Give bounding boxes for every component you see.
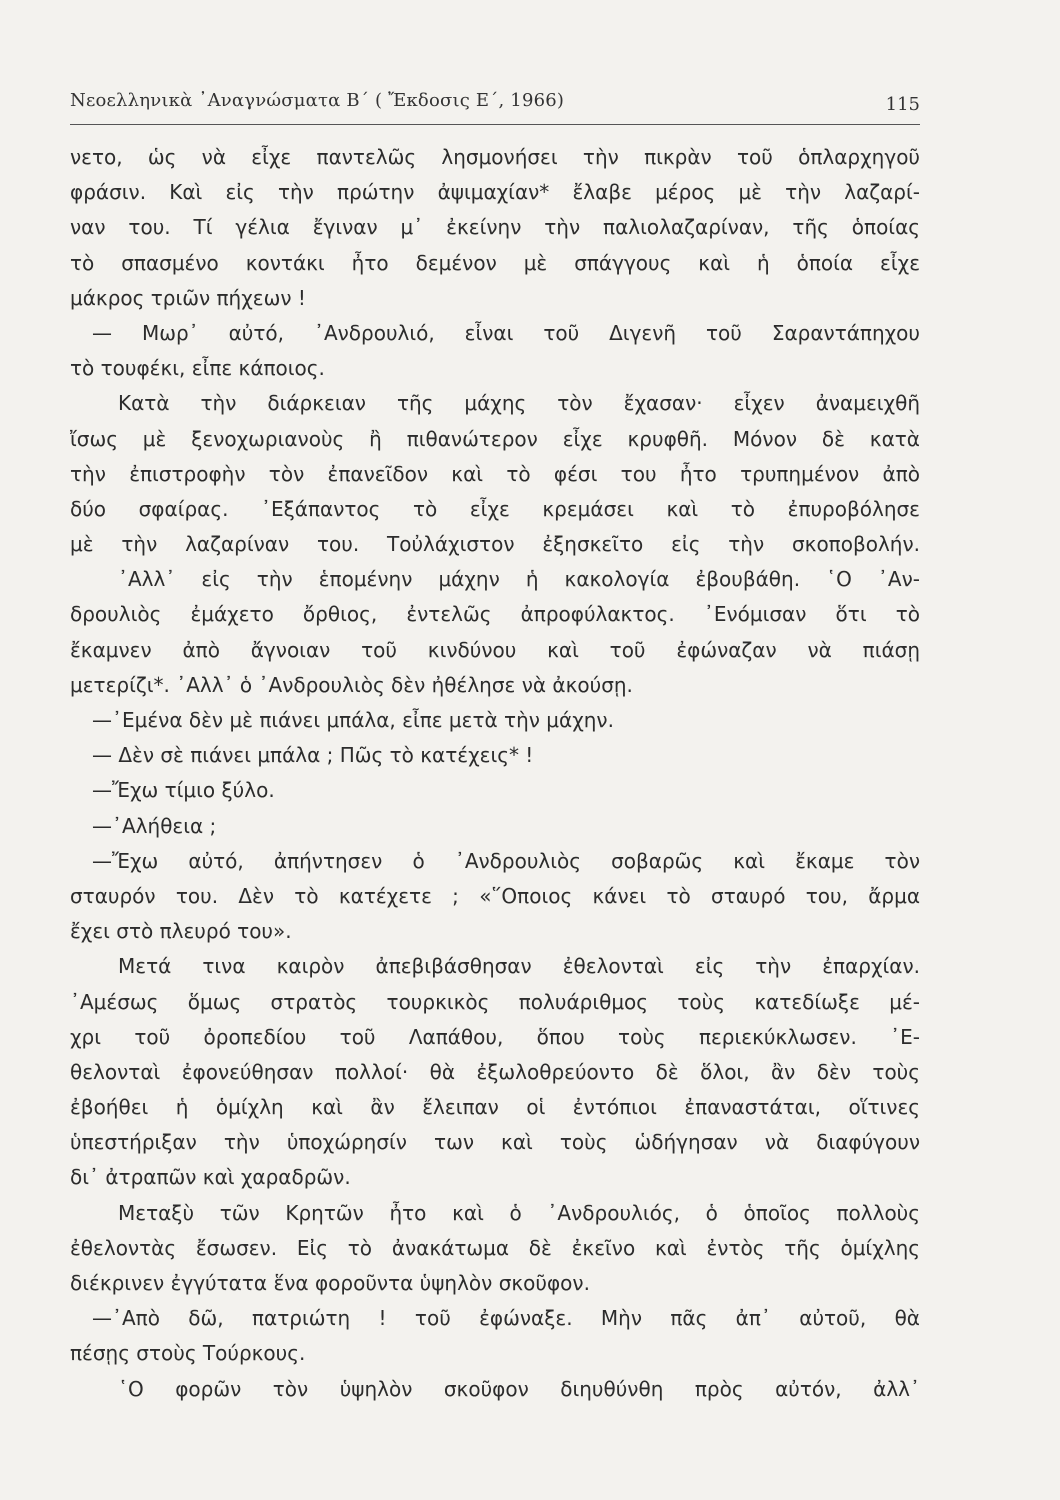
text-line: —᾿Αλήθεια ; — [92, 813, 217, 838]
text-line: μὲ τὴν λαζαρίναν του. Τοὐλάχιστον ἐξησκεῖτο εἰς τὴν σκοποβολήν. — [70, 532, 920, 557]
text-line: ἐθελοντὰς ἔσωσεν. Εἰς τὸ ἀνακάτωμα δὲ ἐκεῖνο καὶ ἐντὸς τῆς ὁμίχλης — [70, 1235, 920, 1260]
text-line: μάκρος τριῶν πήχεων ! — [70, 285, 306, 310]
text-line: ᾿Αμέσως ὅμως στρατὸς τουρκικὸς πολυάριθμος τοὺς κατεδίωξε μέ- — [70, 989, 920, 1014]
text-line: δύο σφαίρας. ᾿Εξάπαντος τὸ εἶχε κρεμάσει καὶ τὸ ἐπυροβόλησε — [70, 496, 920, 521]
text-line: —Ἔχω τίμιο ξύλο. — [92, 778, 275, 803]
text-line: δρουλιὸς ἐμάχετο ὄρθιος, ἐντελῶς ἀπροφύλακτος. ᾿Ενόμισαν ὅτι τὸ — [70, 602, 920, 627]
text-line: ὑπεστήριξαν τὴν ὑποχώρησίν των καὶ τοὺς ὡδήγησαν νὰ διαφύγουν — [70, 1130, 920, 1155]
text-line: σταυρόν του. Δὲν τὸ κατέχετε ; «῞Οποιος κάνει τὸ σταυρό του, ἄρμα — [70, 883, 920, 908]
text-line: τὸ τουφέκι, εἶπε κάποιος. — [70, 356, 325, 381]
text-line: Κατὰ τὴν διάρκειαν τῆς μάχης τὸν ἔχασαν· εἶχεν ἀναμειχθῆ — [118, 391, 920, 416]
text-line: —᾿Εμένα δὲν μὲ πιάνει μπάλα, εἶπε μετὰ τὴν μάχην. — [92, 708, 614, 732]
text-line: πέσῃς στοὺς Τούρκους. — [70, 1341, 306, 1366]
text-line: νετο, ὡς νὰ εἶχε παντελῶς λησμονήσει τὴν πικρὰν τοῦ ὁπλαρχηγοῦ — [70, 145, 920, 169]
page-number: 115 — [885, 94, 920, 115]
text-line: δι᾿ ἀτραπῶν καὶ χαραδρῶν. — [70, 1165, 351, 1190]
text-line: ἔκαμνεν ἀπὸ ἄγνοιαν τοῦ κινδύνου καὶ τοῦ ἐφώναζαν νὰ πιάσῃ — [70, 637, 920, 662]
text-line: —᾿Απὸ δῶ, πατριώτη ! τοῦ ἐφώναξε. Μὴν πᾶς ἀπ᾿ αὐτοῦ, θὰ — [92, 1306, 920, 1331]
text-line: θελονταὶ ἐφονεύθησαν πολλοί· θὰ ἐξωλοθρεύοντο δὲ ὅλοι, ἂν δὲν τοὺς — [70, 1059, 920, 1084]
text-line: ἴσως μὲ ξενοχωριανοὺς ἢ πιθανώτερον εἶχε κρυφθῆ. Μόνον δὲ κατὰ — [70, 426, 920, 451]
text-line: φράσιν. Καὶ εἰς τὴν πρώτην ἀψιμαχίαν* ἔλαβε μέρος μὲ τὴν λαζαρί- — [70, 180, 920, 205]
text-line: Μετά τινα καιρὸν ἀπεβιβάσθησαν ἐθελονταὶ εἰς τὴν ἐπαρχίαν. — [118, 954, 920, 979]
text-line: μετερίζι*. ᾿Αλλ᾿ ὁ ᾿Ανδρουλιὸς δὲν ἠθέλησε νὰ ἀκούσῃ. — [70, 672, 633, 697]
text-line: —Ἔχω αὐτό, ἀπήντησεν ὁ ᾿Ανδρουλιὸς σοβαρῶς καὶ ἔκαμε τὸν — [92, 848, 920, 873]
text-line: Μεταξὺ τῶν Κρητῶν ἦτο καὶ ὁ ᾿Ανδρουλιός, ὁ ὁποῖος πολλοὺς — [118, 1200, 920, 1225]
text-line: ἐβοήθει ἡ ὁμίχλη καὶ ἂν ἔλειπαν οἱ ἐντόπιοι ἐπαναστάται, οἵτινες — [70, 1095, 920, 1120]
text-line: τὸ σπασμένο κοντάκι ἦτο δεμένον μὲ σπάγγους καὶ ἡ ὁποία εἶχε — [70, 250, 920, 275]
header-title: Νεοελληνικὰ ᾿Αναγνώσματα Β΄ ( Ἔκδοσις Ε΄, 1966) — [70, 90, 565, 111]
text-line: ἔχει στὸ πλευρό του». — [70, 919, 292, 944]
running-header — [70, 84, 920, 125]
text-line: ᾿Αλλ᾿ εἰς τὴν ἑπομένην μάχην ἡ κακολογία ἐβουβάθη. ῾Ο ᾿Αν- — [118, 567, 920, 592]
text-line: — Μωρ᾿ αὐτό, ᾿Ανδρουλιό, εἶναι τοῦ Διγενῆ τοῦ Σαραντάπηχου — [92, 320, 920, 345]
text-line: χρι τοῦ ὀροπεδίου τοῦ Λαπάθου, ὅπου τοὺς περιεκύκλωσεν. ᾿Ε- — [70, 1024, 920, 1049]
text-line: τὴν ἐπιστροφὴν τὸν ἐπανεῖδον καὶ τὸ φέσι του ἦτο τρυπημένον ἀπὸ — [70, 461, 920, 486]
text-line: ῾Ο φορῶν τὸν ὑψηλὸν σκοῦφον διηυθύνθη πρὸς αὐτόν, ἀλλ᾿ — [118, 1376, 920, 1401]
text-line: — Δὲν σὲ πιάνει μπάλα ; Πῶς τὸ κατέχεις* ! — [92, 743, 534, 768]
body-text — [70, 140, 920, 1407]
text-line: ναν του. Τί γέλια ἔγιναν μ᾿ ἐκείνην τὴν παλιολαζαρίναν, τῆς ὁποίας — [70, 215, 920, 240]
text-line: διέκρινεν ἐγγύτατα ἕνα φοροῦντα ὑψηλὸν σκοῦφον. — [70, 1271, 590, 1295]
